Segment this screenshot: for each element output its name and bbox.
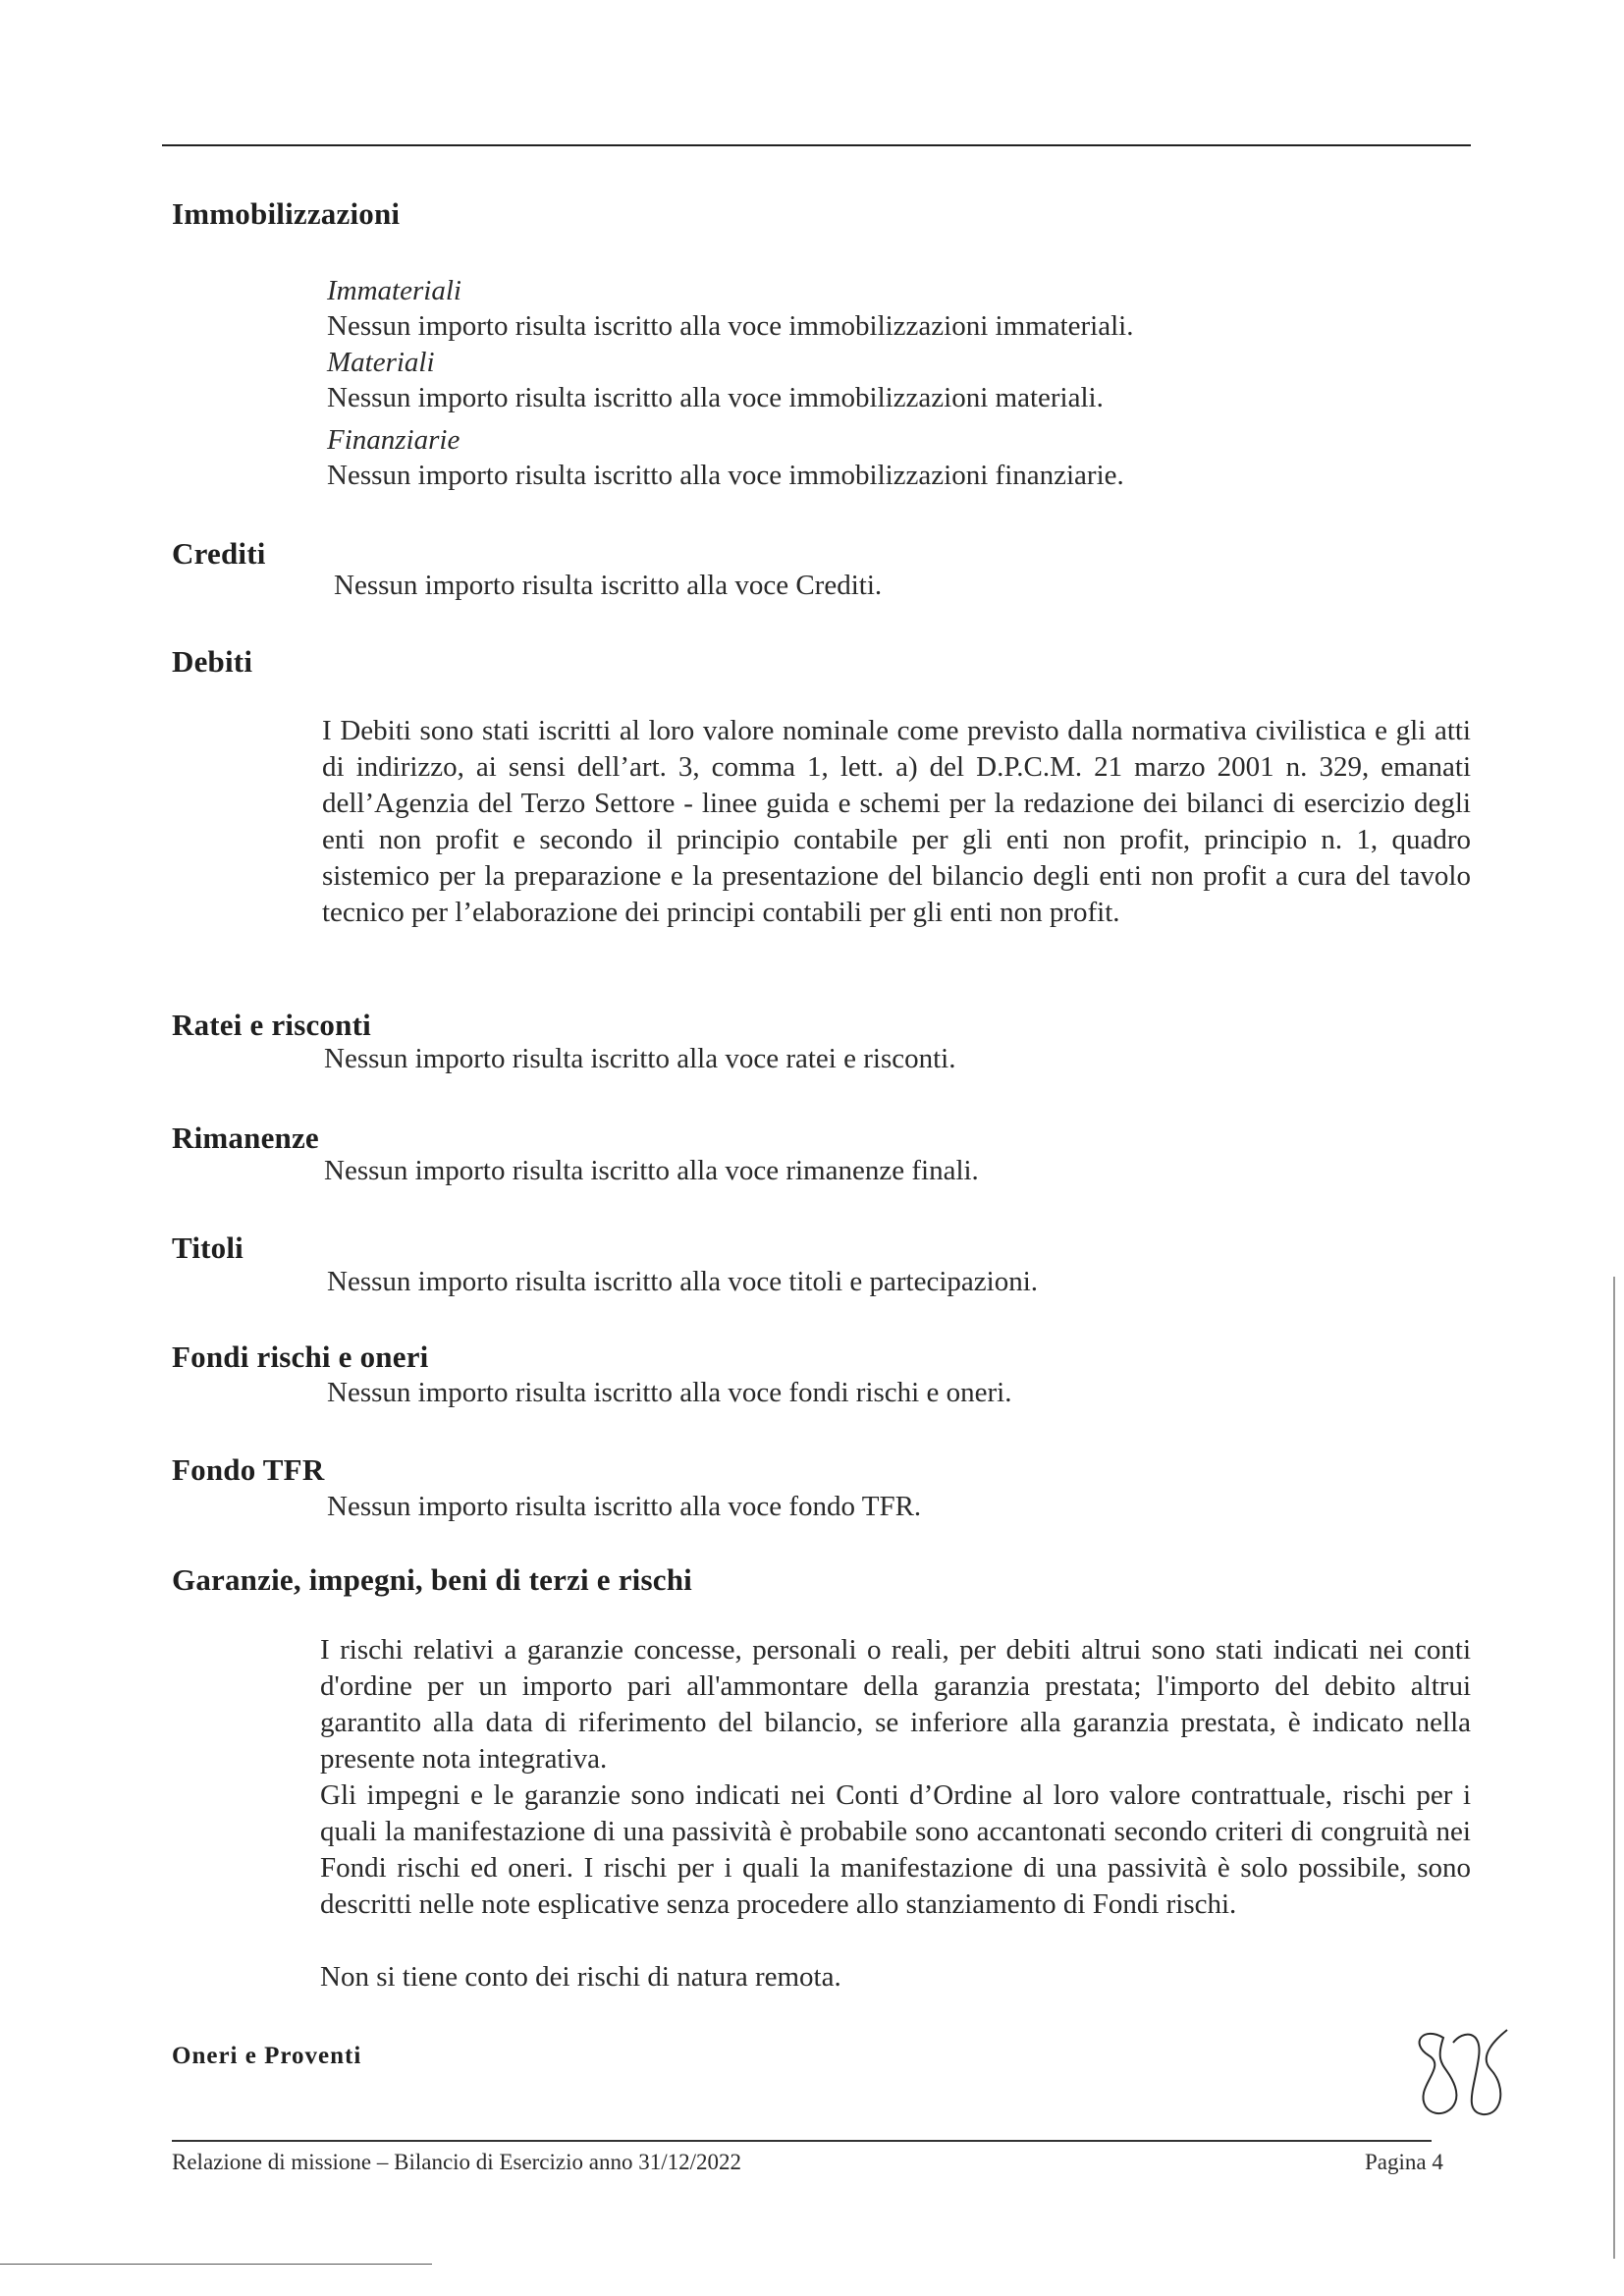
section-heading-rimanenze: Rimanenze [172, 1121, 319, 1155]
text-immateriali: Nessun importo risulta iscritto alla voce immobilizzazioni immateriali. [327, 310, 1134, 342]
section-heading-garanzie: Garanzie, impegni, beni di terzi e rischi [172, 1562, 692, 1597]
section-heading-titoli: Titoli [172, 1230, 244, 1265]
subheading-finanziarie: Finanziarie [327, 424, 460, 456]
subheading-materiali: Materiali [327, 347, 435, 378]
text-crediti: Nessun importo risulta iscritto alla voce Crediti. [334, 570, 883, 601]
section-heading-debiti: Debiti [172, 644, 253, 679]
section-heading-fondo-tfr: Fondo TFR [172, 1452, 325, 1487]
footer-page-number: Pagina 4 [1365, 2150, 1443, 2174]
text-finanziarie: Nessun importo risulta iscritto alla voce immobilizzazioni finanziarie. [327, 460, 1124, 491]
top-rule [162, 144, 1471, 146]
section-heading-crediti: Crediti [172, 536, 266, 571]
footer-document-title: Relazione di missione – Bilancio di Esercizio anno 31/12/2022 [172, 2150, 741, 2174]
handwritten-signature [1404, 2018, 1522, 2126]
section-heading-immobilizzazioni: Immobilizzazioni [172, 196, 401, 231]
scan-edge-right [1613, 1277, 1615, 2259]
text-titoli: Nessun importo risulta iscritto alla voce titoli e partecipazioni. [327, 1266, 1038, 1297]
paragraph-garanzie-1: I rischi relativi a garanzie concesse, personali o reali, per debiti altrui sono stati indicati nei conti d'ordine per un importo pari all'ammontare della garanzia prestata; l'importo del debito altrui garantito alla data di riferimento del bilancio, se inferiore alla garanzia prestata, è indicato nella presente nota integrativa. [320, 1634, 1471, 1775]
section-heading-ratei-risconti: Ratei e risconti [172, 1008, 371, 1042]
footer-rule [172, 2140, 1432, 2142]
text-rimanenze: Nessun importo risulta iscritto alla voce rimanenze finali. [324, 1155, 979, 1186]
text-fondi-rischi: Nessun importo risulta iscritto alla voce fondi rischi e oneri. [327, 1377, 1012, 1408]
paragraph-garanzie-3: Non si tiene conto dei rischi di natura remota. [320, 1961, 841, 1993]
paragraph-garanzie-2: Gli impegni e le garanzie sono indicati nei Conti d’Ordine al loro valore contrattuale, rischi per i quali la manifestazione di una passività è probabile sono accantonati secondo criteri di congruità nei Fondi rischi ed oneri. I rischi per i quali la manifestazione di una passività è solo possibile, sono descritti nelle note esplicative senza procedere allo stanziamento di Fondi rischi. [320, 1779, 1471, 1920]
text-ratei-risconti: Nessun importo risulta iscritto alla voce ratei e risconti. [324, 1043, 956, 1074]
subheading-immateriali: Immateriali [327, 275, 461, 306]
section-heading-oneri-proventi: Oneri e Proventi [172, 2043, 362, 2069]
paragraph-debiti: I Debiti sono stati iscritti al loro valore nominale come previsto dalla normativa civilistica e gli atti di indirizzo, ai sensi dell’art. 3, comma 1, lett. a) del D.P.C.M. 21 marzo 2001 n. 329, emanati dell’Agenzia del Terzo Settore - linee guida e schemi per la redazione dei bilanci di esercizio degli enti non profit e secondo il principio contabile per gli enti non profit, principio n. 1, quadro sistemico per la preparazione e la presentazione del bilancio degli enti non profit a cura del tavolo tecnico per l’elaborazione dei principi contabili per gli enti non profit. [322, 715, 1471, 928]
section-heading-fondi-rischi: Fondi rischi e oneri [172, 1339, 429, 1374]
text-materiali: Nessun importo risulta iscritto alla voce immobilizzazioni materiali. [327, 382, 1104, 413]
text-fondo-tfr: Nessun importo risulta iscritto alla voce fondo TFR. [327, 1491, 922, 1522]
scan-edge-line [0, 2264, 432, 2265]
